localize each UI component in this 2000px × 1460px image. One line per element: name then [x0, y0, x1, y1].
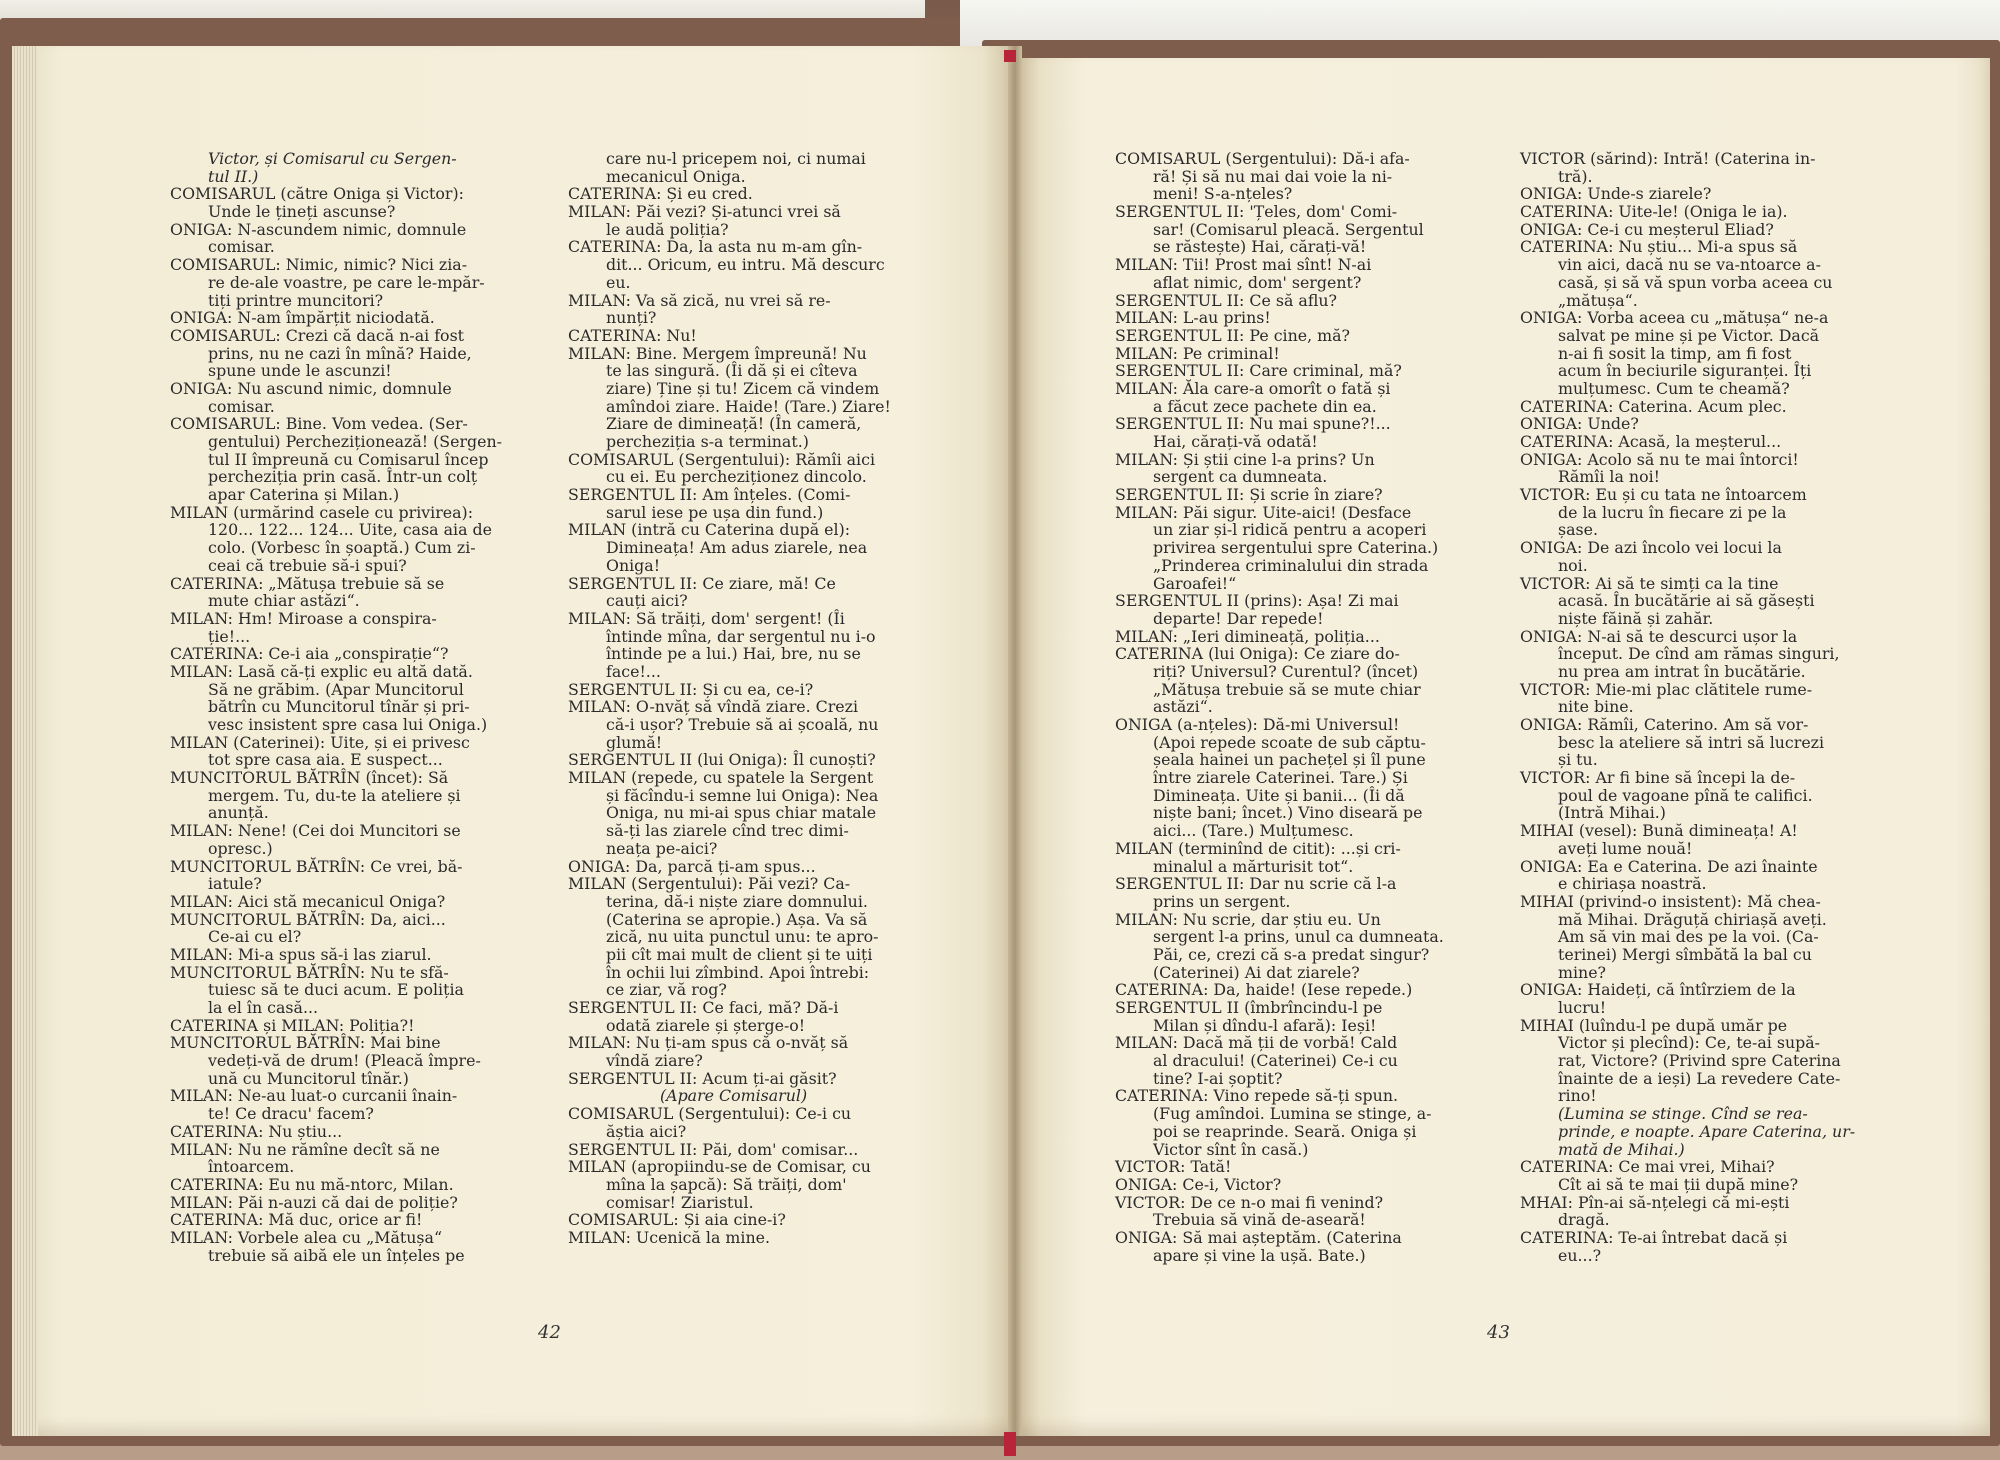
text-line: care nu-l pricepem noi, ci numai: [606, 149, 866, 168]
speaker-line: MILAN: Păi sigur. Uite-aici! (Desface: [1115, 502, 1412, 522]
text-line: întinde mîna, dar sergentul nu i-o: [606, 626, 876, 646]
text-line: lucru!: [1558, 998, 1607, 1017]
speaker-line: ONIGA: Ea e Caterina. De azi înainte: [1520, 856, 1818, 876]
book-spine: [1008, 46, 1022, 1436]
speaker-line: MILAN: Ucenică la mine.: [568, 1227, 771, 1247]
text-line: trebuie să aibă ele un înțeles pe: [208, 1245, 465, 1265]
text-line: poi se reaprinde. Seară. Oniga și: [1153, 1121, 1417, 1141]
text-line: să-ți las ziarele cînd trec dimi-: [606, 821, 849, 841]
text-line: Ce-ai cu el?: [208, 927, 302, 947]
speaker-line: CATERINA și MILAN: Poliția?!: [170, 1015, 415, 1035]
speaker-line: CATERINA: Nu știu...: [170, 1121, 343, 1141]
speaker-line: CATERINA: Nu știu... Mi-a spus să: [1520, 237, 1798, 257]
text-line: înainte de a ieși) La revedere Cate-: [1558, 1068, 1841, 1088]
text-line: amîndoi ziare. Haide! (Tare.) Ziare!: [606, 396, 891, 416]
text-line: se răstește) Hai, cărați-vă!: [1153, 237, 1367, 257]
text-line: Hai, cărați-vă odată!: [1153, 432, 1318, 451]
text-line: colo. (Vorbesc în șoaptă.) Cum zi-: [208, 538, 476, 558]
text-line: opresc.): [208, 838, 273, 858]
speaker-line: ONIGA: Vorba aceea cu „mătușa“ ne-a: [1520, 308, 1829, 328]
text-line: nite bine.: [1558, 697, 1634, 717]
bookmark-ribbon-top: [1004, 50, 1016, 62]
speaker-line: ONIGA: N-am împărțit niciodată.: [170, 308, 435, 328]
backing-sheet-left: [0, 0, 925, 20]
speaker-line: MILAN (urmărind casele cu privirea):: [170, 502, 474, 522]
speaker-line: MIHAI (luîndu-l pe după umăr pe: [1520, 1015, 1788, 1035]
text-line: Victor, și Comisarul cu Sergen-: [208, 149, 457, 168]
text-line: de la lucru în fiecare zi pe la: [1558, 502, 1787, 522]
speaker-line: MILAN: Să trăiți, dom' sergent! (Îi: [568, 608, 845, 628]
text-line: niște bani; încet.) Vino diseară pe: [1153, 803, 1423, 823]
text-line: (Caterina se apropie.) Așa. Va să: [606, 909, 868, 929]
speaker-line: ONIGA (a-nțeles): Dă-mi Universul!: [1115, 715, 1400, 734]
speaker-line: ONIGA: Să mai așteptăm. (Caterina: [1115, 1227, 1402, 1247]
text-line: astăzi“.: [1153, 697, 1213, 717]
text-line: tră).: [1558, 166, 1593, 186]
text-line: noi.: [1558, 555, 1588, 575]
text-line: eu...?: [1558, 1245, 1602, 1265]
text-column-2: [568, 150, 891, 1247]
speaker-line: CATERINA: Te-ai întrebat dacă și: [1520, 1227, 1788, 1247]
speaker-line: ONIGA: De azi încolo vei locui la: [1520, 538, 1782, 558]
text-line: „Mătușa trebuie să se mute chiar: [1153, 679, 1421, 699]
speaker-line: VICTOR (sărind): Intră! (Caterina in-: [1520, 149, 1816, 168]
speaker-line: SERGENTUL II: Ce să aflu?: [1115, 290, 1338, 310]
text-line: mată de Mihai.): [1558, 1139, 1685, 1159]
text-line: aici... (Tare.) Mulțumesc.: [1153, 821, 1354, 841]
speaker-line: MIHAI (privind-o insistent): Mă chea-: [1520, 891, 1821, 911]
speaker-line: MILAN (Caterinei): Uite, și ei privesc: [170, 732, 470, 752]
text-column-3: [1115, 150, 1444, 1264]
text-line: te! Ce dracu' facem?: [208, 1104, 374, 1124]
speaker-line: MILAN: Lasă că-ți explic eu altă dată.: [170, 661, 473, 681]
speaker-line: CATERINA: Ce-i aia „conspirație“?: [170, 644, 449, 664]
text-line: Garoafei!“: [1153, 573, 1237, 593]
speaker-line: COMISARUL: Bine. Vom vedea. (Ser-: [170, 414, 468, 434]
text-line: șase.: [1558, 520, 1599, 540]
speaker-line: MUNCITORUL BĂTRÎN: Ce vrei, bă-: [170, 856, 463, 876]
text-line: comisar! Ziaristul.: [606, 1192, 754, 1212]
speaker-line: MILAN (Sergentului): Păi vezi? Ca-: [568, 874, 851, 894]
text-line: nu prea am intrat în bucătărie.: [1558, 661, 1806, 681]
text-line: tuiesc să te duci acum. E poliția: [208, 980, 464, 1000]
speaker-line: ONIGA: Haideți, că întîrziem de la: [1520, 980, 1796, 1000]
text-line: Trebuia să vină de-aseară!: [1153, 1210, 1366, 1230]
speaker-line: VICTOR: Ar fi bine să începi la de-: [1520, 768, 1796, 788]
speaker-line: ONIGA: N-ascundem nimic, domnule: [170, 219, 467, 239]
text-line: cauți aici?: [606, 591, 688, 611]
text-line: tiți printre muncitori?: [208, 290, 384, 310]
speaker-line: MILAN: Ăla care-a omorît o fată și: [1115, 378, 1391, 398]
speaker-line: SERGENTUL II: Și cu ea, ce-i?: [568, 679, 814, 699]
speaker-line: ONIGA: Acolo să nu te mai întorci!: [1520, 449, 1799, 469]
text-line: a făcut zece pachete din ea.: [1153, 396, 1377, 416]
speaker-line: CATERINA: Nu!: [568, 325, 697, 345]
speaker-line: SERGENTUL II: 'Țeles, dom' Comi-: [1115, 202, 1398, 222]
speaker-line: ONIGA: Rămîi, Caterino. Am să vor-: [1520, 715, 1809, 734]
text-line: prins, nu ne cazi în mînă? Haide,: [208, 343, 472, 363]
bookmark-ribbon-bottom: [1004, 1432, 1016, 1456]
text-line: început. De cînd am rămas singuri,: [1558, 644, 1840, 664]
text-line: sergent l-a prins, unul ca dumneata.: [1153, 927, 1444, 947]
speaker-line: COMISARUL: Și aia cine-i?: [568, 1210, 786, 1230]
speaker-line: SERGENTUL II (lui Oniga): Îl cunoști?: [568, 750, 876, 770]
text-line: tot spre casa aia. E suspect...: [208, 750, 443, 770]
text-line: „Prinderea criminalului din strada: [1153, 555, 1429, 575]
speaker-line: MIHAI (vesel): Bună dimineața! A!: [1520, 821, 1798, 841]
text-line: mergem. Tu, du-te la ateliere și: [208, 785, 461, 805]
text-line: prinde, e noapte. Apare Caterina, ur-: [1558, 1121, 1856, 1141]
text-line: terina, dă-i niște ziare domnului.: [606, 891, 868, 911]
speaker-line: MILAN: „Ieri dimineață, poliția...: [1115, 626, 1380, 646]
text-line: re de-ale voastre, pe care le-mpăr-: [208, 272, 485, 292]
text-line: (Apoi repede scoate de sub căptu-: [1153, 732, 1426, 752]
text-line: sar! (Comisarul pleacă. Sergentul: [1153, 219, 1424, 239]
speaker-line: COMISARUL: Nimic, nimic? Nici zia-: [170, 255, 468, 275]
text-line: ce ziar, vă rog?: [606, 980, 727, 1000]
text-line: sergent ca dumneata.: [1153, 467, 1328, 487]
speaker-line: SERGENTUL II: Ce faci, mă? Dă-i: [568, 998, 839, 1017]
text-line: între ziarele Caterinei. Tare.) Și: [1153, 768, 1408, 788]
text-line: percheziția s-a terminat.): [606, 432, 809, 451]
text-line: Dimineața! Am adus ziarele, nea: [606, 538, 868, 558]
text-line: tul II împreună cu Comisarul încep: [208, 449, 489, 469]
text-line: Rămîi la noi!: [1558, 467, 1660, 487]
text-column-1: [170, 150, 502, 1264]
speaker-line: CATERINA: Caterina. Acum plec.: [1520, 396, 1787, 416]
text-line: Victor sînt în casă.): [1153, 1139, 1309, 1159]
text-column-4: [1520, 150, 1855, 1264]
speaker-line: SERGENTUL II: Acum ți-ai găsit?: [568, 1068, 837, 1088]
text-line: (Intră Mihai.): [1558, 803, 1666, 823]
text-line: comisar.: [208, 237, 275, 257]
speaker-line: CATERINA: Și eu cred.: [568, 184, 753, 204]
speaker-line: CATERINA: Acasă, la meșterul...: [1520, 432, 1782, 451]
speaker-line: MILAN: Hm! Miroase a conspira-: [170, 608, 437, 628]
text-line: mîna la șapcă): Să trăiți, dom': [606, 1174, 847, 1194]
speaker-line: ONIGA: N-ai să te descurci ușor la: [1520, 626, 1798, 646]
speaker-line: VICTOR: Mie-mi plac clătitele rume-: [1520, 679, 1813, 699]
speaker-line: MILAN: Aici stă mecanicul Oniga?: [170, 891, 446, 911]
text-line: rino!: [1558, 1086, 1597, 1106]
speaker-line: ONIGA: Unde-s ziarele?: [1520, 184, 1712, 204]
text-line: spune unde le ascunzi!: [208, 361, 392, 381]
text-line: că-i ușor? Trebuie să ai școală, nu: [606, 715, 879, 734]
text-line: tine? I-ai șoptit?: [1153, 1068, 1283, 1088]
text-line: e chiriașa noastră.: [1558, 874, 1707, 894]
text-line: privirea sergentului spre Caterina.): [1153, 538, 1439, 558]
text-line: departe! Dar repede!: [1153, 608, 1324, 628]
text-line: zică, nu uita punctul unu: te apro-: [606, 927, 879, 947]
speaker-line: SERGENTUL II: Și scrie în ziare?: [1115, 485, 1383, 505]
speaker-line: VICTOR: Tată!: [1115, 1157, 1232, 1177]
text-line: nunți?: [606, 308, 657, 328]
speaker-line: SERGENTUL II: Dar nu scrie că l-a: [1115, 874, 1397, 894]
text-line: te las singură. (Îi dă și ei cîteva: [606, 361, 858, 381]
speaker-line: SERGENTUL II: Care criminal, mă?: [1115, 361, 1402, 381]
text-line: ție!...: [208, 626, 251, 646]
speaker-line: COMISARUL (Sergentului): Rămîi aici: [568, 449, 876, 469]
text-line: la el în casă...: [208, 998, 319, 1017]
text-line: Dimineața. Uite și banii... (Îi dă: [1153, 785, 1405, 805]
text-line: mine?: [1558, 962, 1607, 982]
speaker-line: MILAN: Păi n-auzi că dai de poliție?: [170, 1192, 458, 1212]
text-line: Unde le țineți ascunse?: [208, 202, 396, 222]
speaker-line: MILAN (intră cu Caterina după el):: [568, 520, 851, 540]
speaker-line: MUNCITORUL BĂTRÎN: Mai bine: [170, 1033, 441, 1053]
speaker-line: MILAN: O-nvăț să vîndă ziare. Crezi: [568, 697, 859, 717]
speaker-line: MILAN: Vorbele alea cu „Mătușa“: [170, 1227, 443, 1247]
text-line: acum în beciurile siguranței. Îți: [1558, 361, 1812, 381]
speaker-line: ONIGA: Unde?: [1520, 414, 1639, 434]
speaker-line: VICTOR: Eu și cu tata ne întoarcem: [1520, 485, 1807, 505]
text-line: mute chiar astăzi“.: [208, 591, 360, 611]
text-line: Victor și plecînd): Ce, te-ai supă-: [1558, 1033, 1820, 1053]
text-line: în ochii lui zîmbind. Apoi întrebi:: [606, 962, 870, 982]
text-line: cu ei. Eu percheziționez dincolo.: [606, 467, 867, 487]
text-line: anunță.: [208, 803, 269, 823]
speaker-line: SERGENTUL II: Pe cine, mă?: [1115, 325, 1351, 345]
speaker-line: CATERINA: „Mătușa trebuie să se: [170, 573, 445, 593]
speaker-line: CATERINA: Mă duc, orice ar fi!: [170, 1210, 423, 1230]
text-line: vedeți-vă de drum! (Pleacă împre-: [208, 1051, 481, 1071]
text-line: ziare) Ține și tu! Zicem că vindem: [606, 378, 880, 398]
text-line: bătrîn cu Muncitorul tînăr și pri-: [208, 697, 470, 717]
speaker-line: COMISARUL (Sergentului): Dă-i afa-: [1115, 149, 1410, 168]
speaker-line: MILAN: Păi vezi? Și-atunci vrei să: [568, 202, 841, 222]
speaker-line: MUNCITORUL BĂTRÎN: Da, aici...: [170, 909, 446, 929]
text-line: (Caterinei) Ai dat ziarele?: [1153, 962, 1360, 982]
speaker-line: MHAI: Pîn-ai să-nțelegi că mi-ești: [1520, 1192, 1790, 1212]
speaker-line: MILAN: Pe criminal!: [1115, 343, 1280, 363]
text-line: poul de vagoane pînă te califici.: [1558, 785, 1813, 805]
text-line: Păi, ce, crezi că s-a predat singur?: [1153, 944, 1430, 964]
speaker-line: MILAN: Bine. Mergem împreună! Nu: [568, 343, 867, 363]
text-line: comisar.: [208, 396, 275, 416]
text-line: acasă. În bucătărie ai să găsești: [1558, 591, 1815, 611]
speaker-line: MILAN: Dacă mă ții de vorbă! Cald: [1115, 1033, 1398, 1053]
page-edges: [12, 46, 38, 1436]
speaker-line: MUNCITORUL BĂTRÎN: Nu te sfă-: [170, 962, 449, 982]
text-line: Oniga!: [606, 555, 661, 575]
speaker-line: CATERINA: Da, la asta nu m-am gîn-: [568, 237, 863, 257]
text-line: n-ai fi sosit la timp, am fi fost: [1558, 343, 1792, 363]
speaker-line: MUNCITORUL BĂTRÎN (încet): Să: [170, 768, 449, 788]
text-line: aflat nimic, dom' sergent?: [1153, 272, 1362, 292]
speaker-line: MILAN: Tii! Prost mai sînt! N-ai: [1115, 255, 1372, 275]
speaker-line: CATERINA (lui Oniga): Ce ziare do-: [1115, 644, 1400, 664]
speaker-line: MILAN: Va să zică, nu vrei să re-: [568, 290, 831, 310]
speaker-line: MILAN: Nu scrie, dar știu eu. Un: [1115, 909, 1381, 929]
speaker-line: MILAN: Ne-au luat-o curcanii înain-: [170, 1086, 458, 1106]
speaker-line: ONIGA: Da, parcă ți-am spus...: [568, 856, 816, 876]
text-line: Am să vin mai des pe la voi. (Ca-: [1558, 927, 1819, 947]
speaker-line: MILAN: Nu ți-am spus că o-nvăț să: [568, 1033, 849, 1053]
speaker-line: COMISARUL: Crezi că dacă n-ai fost: [170, 325, 465, 345]
text-line: ră! Și să nu mai dai voie la ni-: [1153, 166, 1393, 186]
text-line: (Lumina se stinge. Cînd se rea-: [1558, 1104, 1808, 1124]
speaker-line: MILAN (terminînd de citit): ...și cri-: [1115, 838, 1401, 858]
speaker-line: CATERINA: Ce mai vrei, Mihai?: [1520, 1157, 1775, 1177]
text-line: ceai că trebuie să-i spui?: [208, 555, 407, 575]
speaker-line: COMISARUL (către Oniga și Victor):: [170, 184, 464, 204]
speaker-line: ONIGA: Nu ascund nimic, domnule: [170, 378, 452, 398]
text-line: minalul a mărturisit tot“.: [1153, 856, 1354, 876]
text-line: salvat pe mine și pe Victor. Dacă: [1558, 325, 1820, 345]
text-line: Oniga, nu mi-ai spus chiar matale: [606, 803, 877, 823]
speaker-line: COMISARUL (Sergentului): Ce-i cu: [568, 1104, 852, 1124]
speaker-line: SERGENTUL II: Păi, dom' comisar...: [568, 1139, 859, 1159]
speaker-line: MILAN: Mi-a spus să-i las ziarul.: [170, 944, 432, 964]
text-line: mecanicul Oniga.: [606, 166, 746, 186]
speaker-line: SERGENTUL II: Ce ziare, mă! Ce: [568, 573, 836, 593]
speaker-line: ONIGA: Ce-i, Victor?: [1115, 1174, 1282, 1194]
speaker-line: CATERINA: Vino repede să-ți spun.: [1115, 1086, 1399, 1106]
text-line: vesc insistent spre casa lui Oniga.): [208, 715, 488, 734]
text-line: și făcîndu-i semne lui Oniga): Nea: [606, 785, 879, 805]
text-line: gentului) Percheziționează! (Sergen-: [208, 432, 503, 451]
speaker-line: SERGENTUL II: Am înțeles. (Comi-: [568, 485, 851, 505]
text-line: tul II.): [208, 166, 259, 186]
text-line: mă Mihai. Drăguță chiriașă aveți.: [1558, 909, 1827, 929]
text-line: mulțumesc. Cum te cheamă?: [1558, 378, 1790, 398]
text-line: le audă poliția?: [606, 219, 729, 239]
text-line: rat, Victore? (Privind spre Caterina: [1558, 1051, 1841, 1071]
text-line: neața pe-aici?: [606, 838, 718, 858]
text-line: apar Caterina și Milan.): [208, 485, 400, 505]
text-line: dit... Oricum, eu intru. Mă descurc: [606, 255, 885, 275]
text-line: un ziar și-l ridică pentru a acoperi: [1153, 520, 1427, 540]
text-line: eu.: [606, 272, 631, 292]
page-number-left: 42: [538, 1322, 561, 1343]
text-line: șeala hainei un pachețel și îl pune: [1153, 750, 1426, 770]
text-line: prins un sergent.: [1153, 891, 1291, 911]
speaker-line: ONIGA: Ce-i cu meșterul Eliad?: [1520, 219, 1774, 239]
text-line: al dracului! (Caterinei) Ce-i cu: [1153, 1051, 1398, 1071]
text-line: terinei) Mergi sîmbătă la bal cu: [1558, 944, 1812, 964]
text-line: niște făină și zahăr.: [1558, 608, 1714, 628]
text-line: apare și vine la ușă. Bate.): [1153, 1245, 1366, 1265]
speaker-line: CATERINA: Eu nu mă-ntorc, Milan.: [170, 1174, 454, 1194]
text-line: Să ne grăbim. (Apar Muncitorul: [208, 679, 464, 699]
text-line: casă, și să vă spun vorba aceea cu: [1558, 272, 1833, 292]
speaker-line: CATERINA: Da, haide! (Iese repede.): [1115, 980, 1413, 1000]
speaker-line: CATERINA: Uite-le! (Oniga le ia).: [1520, 202, 1788, 222]
text-line: sarul iese pe ușa din fund.): [606, 502, 824, 522]
text-line: iatule?: [208, 874, 262, 894]
speaker-line: SERGENTUL II (prins): Așa! Zi mai: [1115, 591, 1399, 611]
text-line: meni! S-a-nțeles?: [1153, 184, 1293, 204]
text-line: percheziția prin casă. Într-un colț: [208, 467, 478, 487]
text-line: (Fug amîndoi. Lumina se stinge, a-: [1153, 1104, 1432, 1124]
text-line: întoarcem.: [208, 1157, 295, 1177]
text-line: (Apare Comisarul): [660, 1086, 808, 1106]
text-line: aveți lume nouă!: [1558, 838, 1693, 858]
text-line: „mătușa“.: [1558, 290, 1638, 310]
speaker-line: VICTOR: Ai să te simți ca la tine: [1520, 573, 1779, 593]
speaker-line: MILAN: L-au prins!: [1115, 308, 1271, 328]
speaker-line: SERGENTUL II: Nu mai spune?!...: [1115, 414, 1391, 434]
text-line: face!...: [606, 661, 661, 681]
speaker-line: VICTOR: De ce n-o mai fi venind?: [1115, 1192, 1384, 1212]
text-line: odată ziarele și șterge-o!: [606, 1015, 806, 1035]
text-line: vîndă ziare?: [606, 1051, 703, 1071]
text-line: glumă!: [606, 732, 663, 752]
speaker-line: MILAN (apropiindu-se de Comisar, cu: [568, 1157, 871, 1177]
text-line: riți? Universul? Curentul? (încet): [1153, 661, 1419, 681]
page-number-right: 43: [1487, 1322, 1510, 1343]
text-line: ună cu Muncitorul tînăr.): [208, 1068, 409, 1088]
text-line: ăștia aici?: [606, 1121, 687, 1141]
speaker-line: MILAN: Și știi cine l-a prins? Un: [1115, 449, 1375, 469]
text-line: și tu.: [1558, 750, 1598, 770]
text-line: pii cît mai mult de client și te uiți: [606, 944, 873, 964]
text-line: 120... 122... 124... Uite, casa aia de: [208, 520, 492, 540]
text-line: Ziare de dimineață! (În cameră,: [606, 414, 862, 434]
speaker-line: MILAN (repede, cu spatele la Sergent: [568, 768, 874, 788]
speaker-line: MILAN: Nu ne rămîne decît să ne: [170, 1139, 440, 1159]
text-line: besc la ateliere să intri să lucrezi: [1558, 732, 1825, 752]
speaker-line: SERGENTUL II (îmbrîncindu-l pe: [1115, 998, 1383, 1017]
text-line: Cît ai să te mai ții după mine?: [1558, 1174, 1799, 1194]
text-line: vin aici, dacă nu se va-ntoarce a-: [1558, 255, 1821, 275]
text-line: Milan și dîndu-l afară): Ieși!: [1153, 1015, 1377, 1035]
speaker-line: MILAN: Nene! (Cei doi Muncitori se: [170, 821, 461, 841]
text-line: dragă.: [1558, 1210, 1610, 1230]
text-line: întinde pe a lui.) Hai, bre, nu se: [606, 644, 861, 664]
